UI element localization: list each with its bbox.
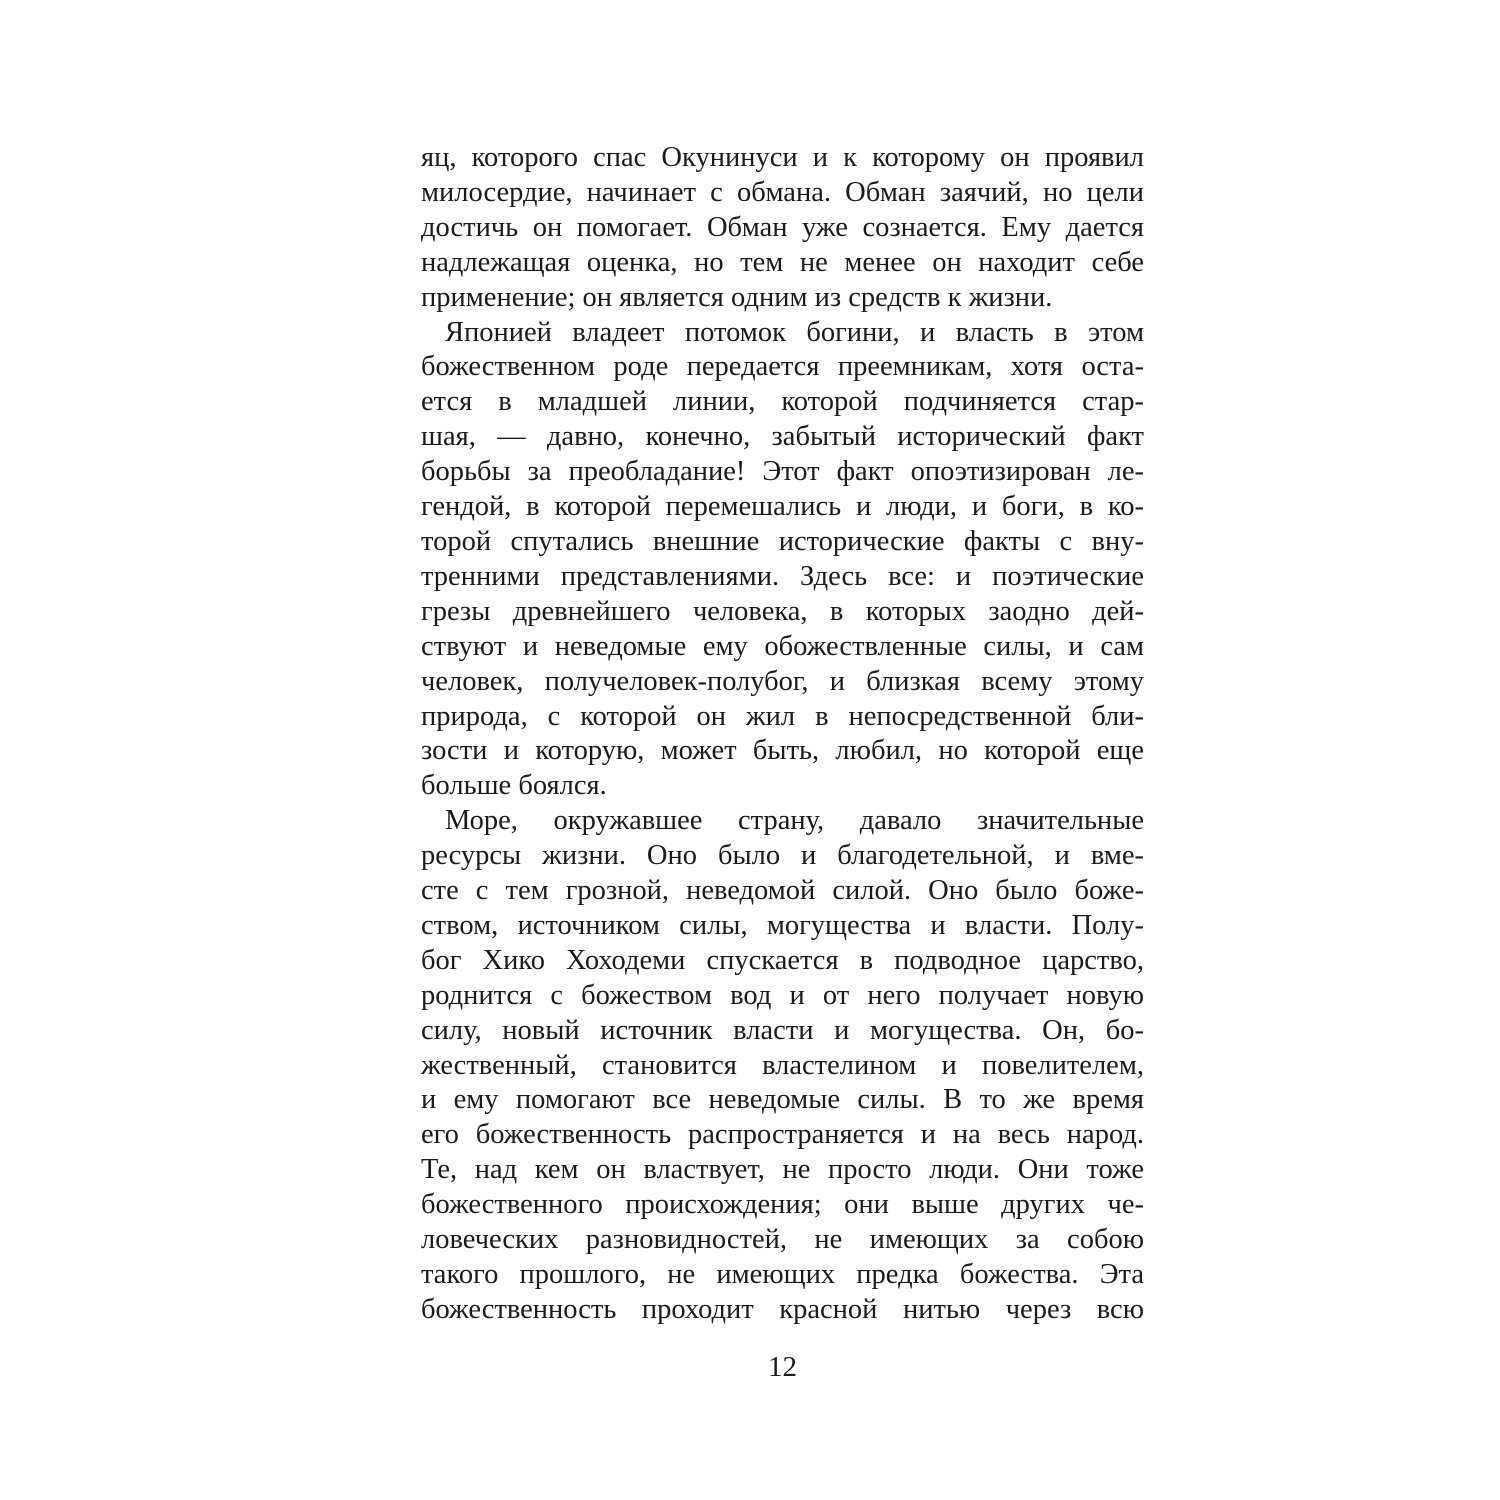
text-line: применение; он является одним из средств к жизни. xyxy=(421,281,1053,313)
text-line: тренними представлениями. Здесь все: и поэтические xyxy=(421,560,1144,592)
text-line: роднится с божеством вод и от него получает новую xyxy=(421,979,1144,1011)
text-line: Море, окружавшее страну, давало значительные xyxy=(445,805,1144,837)
text-line: ствуют и неведомые ему обожествленные силы, и сам xyxy=(421,630,1144,662)
text-line: жественный, становится властелином и повелителем, xyxy=(421,1049,1144,1081)
page-text xyxy=(421,141,1144,1328)
page-number: 12 xyxy=(768,1351,797,1383)
text-line: милосердие, начинает с обмана. Обман заячий, но цели xyxy=(421,176,1144,208)
text-line: божественного происхождения; они выше других че- xyxy=(421,1189,1144,1221)
text-line: его божественность распространяется и на весь народ. xyxy=(421,1119,1144,1151)
paragraph xyxy=(421,316,1144,805)
text-line: борьбы за преобладание! Этот факт опоэтизирован ле- xyxy=(421,456,1144,488)
text-line: надлежащая оценка, но тем не менее он находит себе xyxy=(421,246,1144,278)
text-line: больше боялся. xyxy=(421,770,607,802)
paragraph xyxy=(421,141,1144,316)
text-line: бог Хико Хоходеми спускается в подводное царство, xyxy=(421,944,1144,976)
text-line: ловеческих разновидностей, не имеющих за собою xyxy=(421,1224,1144,1256)
text-line: ством, источником силы, могущества и власти. Полу- xyxy=(421,909,1144,941)
text-line: торой спутались внешние исторические факты с вну- xyxy=(421,525,1144,557)
text-line: божественность проходит красной нитью через всю xyxy=(421,1293,1144,1325)
text-line: яц, которого спас Окунинуси и к которому он проявил xyxy=(421,142,1144,173)
text-line: и ему помогают все неведомые силы. В то же время xyxy=(421,1084,1144,1116)
text-line: божественном роде передается преемникам, хотя оста- xyxy=(421,351,1144,383)
text-line: человек, получеловек-полубог, и близкая всему этому xyxy=(421,665,1144,697)
text-line: Японией владеет потомок богини, и власть в этом xyxy=(445,316,1144,348)
paragraph xyxy=(421,804,1144,1328)
text-line: ется в младшей линии, которой подчиняется стар- xyxy=(421,386,1144,418)
text-line: шая, — давно, конечно, забытый исторический факт xyxy=(421,421,1144,453)
text-line: ресурсы жизни. Оно было и благодетельной, и вме- xyxy=(421,840,1144,872)
text-line: гендой, в которой перемешались и люди, и боги, в ко- xyxy=(421,491,1144,523)
text-line: силу, новый источник власти и могущества. Он, бо- xyxy=(421,1014,1144,1046)
text-line: зости и которую, может быть, любил, но которой еще xyxy=(421,735,1144,767)
text-line: Те, над кем он властвует, не просто люди. Они тоже xyxy=(421,1154,1144,1186)
text-line: природа, с которой он жил в непосредственной бли- xyxy=(421,700,1144,732)
text-line: сте с тем грозной, неведомой силой. Оно было боже- xyxy=(421,875,1144,907)
text-line: грезы древнейшего человека, в которых заодно дей- xyxy=(421,595,1144,627)
text-line: такого прошлого, не имеющих предка божества. Эта xyxy=(421,1259,1144,1290)
text-line: достичь он помогает. Обман уже сознается. Ему дается xyxy=(421,211,1144,243)
